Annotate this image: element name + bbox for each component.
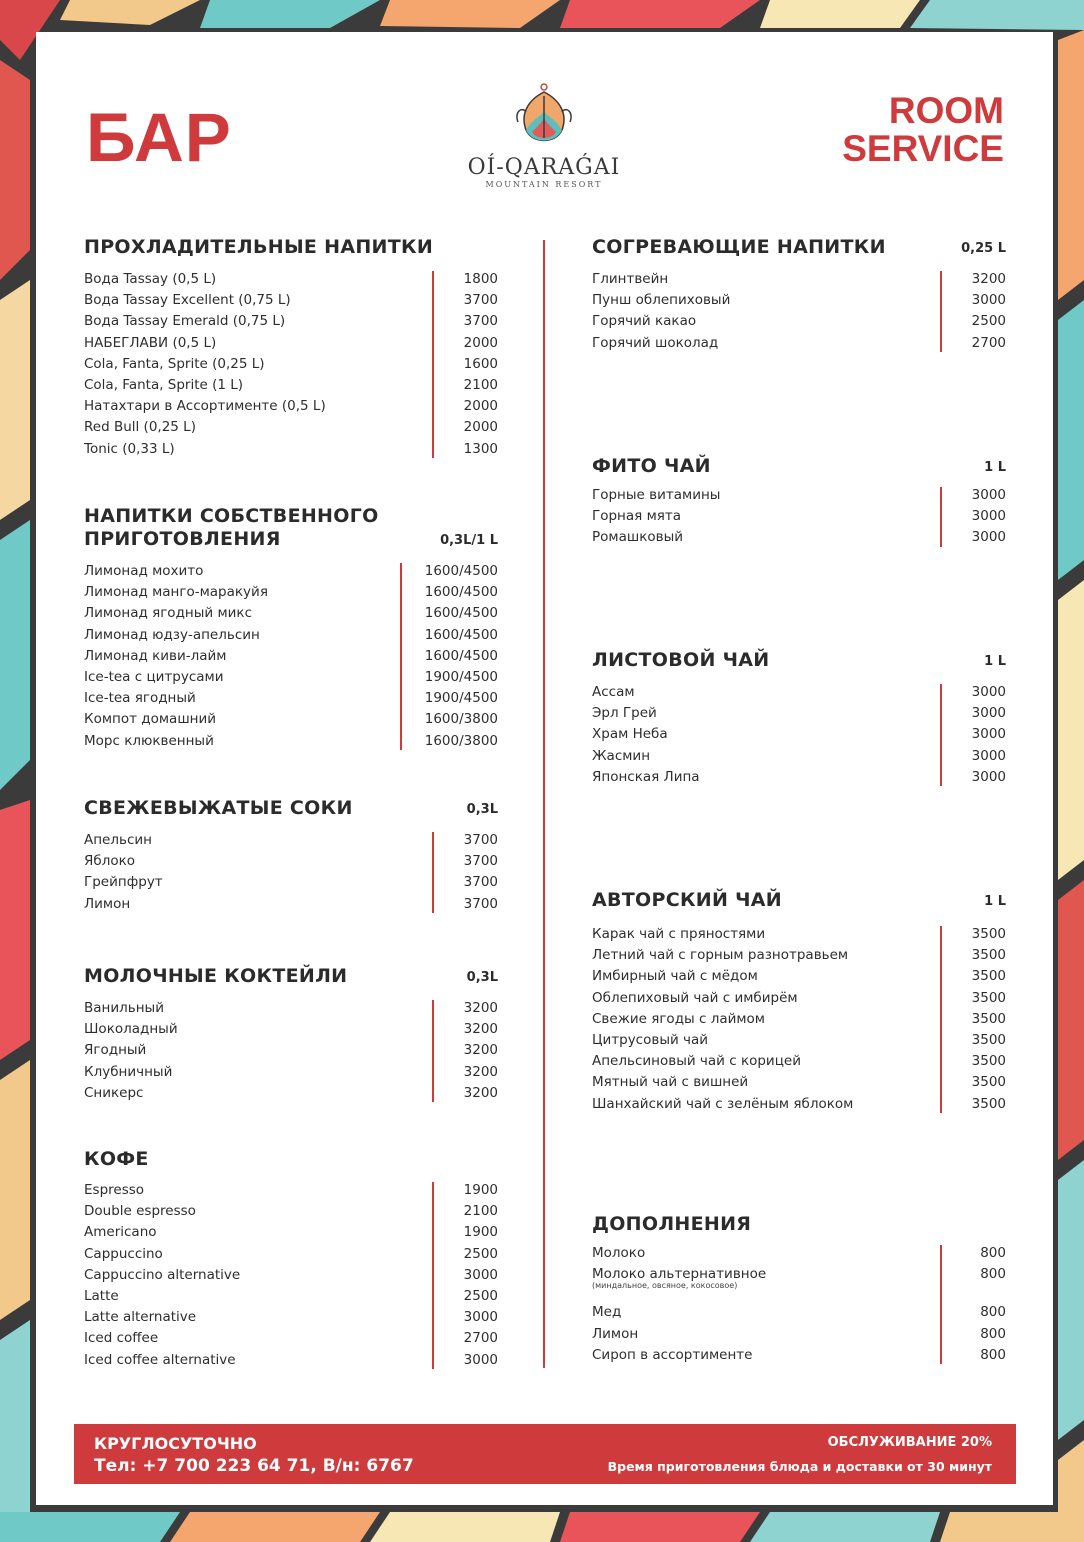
menu-item: Лимонад киви-лайм 1600/4500 (84, 647, 498, 664)
menu-item: Летний чай с горным разнотравьем 3500 (592, 947, 1006, 964)
room-service-line2: SERVICE (842, 128, 1004, 169)
price-divider (432, 832, 434, 913)
menu-item: Молоко 800 (592, 1245, 1006, 1261)
menu-item: Карак чай с пряностями 3500 (592, 926, 1006, 942)
price-divider (432, 271, 434, 458)
section-title: СОГРЕВАЮЩИЕ НАПИТКИ (592, 236, 886, 258)
price-divider (940, 1245, 942, 1364)
menu-item: Храм Неба 3000 (592, 726, 1006, 743)
section-hot-drinks (592, 236, 1006, 354)
section-milkshakes (84, 965, 498, 1104)
menu-item: Cappuccino 2500 (84, 1245, 498, 1262)
section-unit: 0,3L (466, 970, 498, 985)
menu-item: Горячий шоколад 2700 (592, 334, 1006, 351)
menu-item: Лимон 800 (592, 1325, 1006, 1342)
section-title: ФИТО ЧАЙ (592, 455, 711, 477)
menu-item: Японская Липа 3000 (592, 768, 1006, 785)
section-unit: 1 L (984, 894, 1006, 909)
menu-item: Iced coffee 2700 (84, 1330, 498, 1347)
menu-item: Ванильный 3200 (84, 1000, 498, 1016)
menu-item: Latte 2500 (84, 1287, 498, 1304)
menu-item: Americano 1900 (84, 1224, 498, 1241)
footer-delivery-time: Время приготовления блюда и доставки от 30 минут (607, 1459, 992, 1474)
menu-item: Лимонад ягодный микс 1600/4500 (84, 605, 498, 622)
menu-item: Компот домашний 1600/3800 (84, 711, 498, 728)
section-house-drinks (84, 505, 498, 752)
section-extras (592, 1213, 1006, 1366)
menu-item: Горячий какао 2500 (592, 313, 1006, 330)
menu-item: Имбирный чай с мёдом 3500 (592, 968, 1006, 985)
footer-hours: КРУГЛОСУТОЧНО (94, 1434, 257, 1453)
menu-item: Сникерс 3200 (84, 1084, 498, 1101)
footer-banner (74, 1424, 1016, 1484)
menu-item: НАБЕГЛАВИ (0,5 L) 2000 (84, 334, 498, 351)
room-service-line1: ROOM (888, 90, 1004, 131)
menu-item: Ромашковый 3000 (592, 529, 1006, 546)
menu-item: Лимонад манго-маракуйя 1600/4500 (84, 584, 498, 601)
menu-item: Вода Tassay (0,5 L) 1800 (84, 271, 498, 287)
section-title: АВТОРСКИЙ ЧАЙ (592, 889, 782, 911)
menu-item: Red Bull (0,25 L) 2000 (84, 419, 498, 436)
menu-item: Горные витамины 3000 (592, 487, 1006, 503)
menu-item: Ягодный 3200 (84, 1042, 498, 1059)
menu-item: Ice-tea ягодный 1900/4500 (84, 690, 498, 707)
bar-title: БАР (86, 99, 232, 176)
menu-item: Вода Tassay Emerald (0,75 L) 3700 (84, 313, 498, 330)
menu-item-note: (миндальное, овсяное, кокосовое) (592, 1281, 738, 1291)
menu-item: Espresso 1900 (84, 1182, 498, 1198)
menu-item: Яблоко 3700 (84, 853, 498, 870)
menu-item: Молоко альтернативное 800 (592, 1266, 1006, 1283)
section-fresh-juices (84, 797, 498, 915)
menu-item: Горная мята 3000 (592, 508, 1006, 525)
menu-item: Эрл Грей 3000 (592, 705, 1006, 722)
menu-item: Ассам 3000 (592, 684, 1006, 700)
logo-name: OÍ-QARAǴAI (467, 155, 621, 180)
price-divider (940, 684, 942, 786)
menu-item: Cola, Fanta, Sprite (0,25 L) 1600 (84, 355, 498, 372)
section-title: НАПИТКИ СОБСТВЕННОГО ПРИГОТОВЛЕНИЯ (84, 505, 379, 550)
menu-item: Cappuccino alternative 3000 (84, 1266, 498, 1283)
section-herbal-tea (592, 455, 1006, 549)
menu-item: Лимон 3700 (84, 895, 498, 912)
section-unit: 0,3L/1 L (440, 533, 498, 548)
menu-item: Double espresso 2100 (84, 1203, 498, 1220)
section-unit: 1 L (984, 654, 1006, 669)
section-title: ЛИСТОВОЙ ЧАЙ (592, 649, 770, 671)
menu-item: Вода Tassay Excellent (0,75 L) 3700 (84, 292, 498, 309)
price-divider (400, 563, 402, 750)
menu-item: Морс клюквенный 1600/3800 (84, 732, 498, 749)
logo-subtitle: MOUNTAIN RESORT (485, 180, 603, 189)
section-unit: 0,25 L (961, 241, 1006, 256)
menu-item: Жасмин 3000 (592, 747, 1006, 764)
menu-item: Клубничный 3200 (84, 1063, 498, 1080)
column-divider (543, 240, 545, 1368)
mountain-logo-icon (512, 82, 576, 150)
menu-item: Latte alternative 3000 (84, 1309, 498, 1326)
menu-item: Мед 800 (592, 1304, 1006, 1321)
menu-item: Tonic (0,33 L) 1300 (84, 440, 498, 457)
section-signature-tea (592, 889, 1006, 1115)
room-service-title (842, 92, 1004, 168)
menu-item: Лимонад юдзу-апельсин 1600/4500 (84, 626, 498, 643)
menu-item: Лимонад мохито 1600/4500 (84, 563, 498, 579)
menu-item: Пунш облепиховый 3000 (592, 292, 1006, 309)
menu-item: Шоколадный 3200 (84, 1021, 498, 1038)
price-divider (432, 1000, 434, 1102)
section-cold-drinks (84, 236, 498, 460)
price-divider (940, 271, 942, 352)
section-title: МОЛОЧНЫЕ КОКТЕЙЛИ (84, 965, 348, 987)
menu-item: Глинтвейн 3200 (592, 271, 1006, 287)
section-unit: 0,3L (466, 802, 498, 817)
section-coffee (84, 1148, 498, 1371)
price-divider (432, 1182, 434, 1369)
menu-item: Сироп в ассортименте 800 (592, 1346, 1006, 1363)
footer-phone: Тел: +7 700 223 64 71, В/н: 6767 (94, 1456, 414, 1476)
section-title: ДОПОЛНЕНИЯ (592, 1213, 752, 1235)
resort-logo (464, 82, 624, 189)
menu-item: Грейпфрут 3700 (84, 874, 498, 891)
footer-service-charge: ОБСЛУЖИВАНИЕ 20% (827, 1435, 992, 1450)
section-unit: 1 L (984, 460, 1006, 475)
menu-item: Ice-tea с цитрусами 1900/4500 (84, 668, 498, 685)
section-leaf-tea (592, 649, 1006, 788)
menu-item: Iced coffee alternative 3000 (84, 1351, 498, 1368)
menu-item: Cola, Fanta, Sprite (1 L) 2100 (84, 376, 498, 393)
section-title: ПРОХЛАДИТЕЛЬНЫЕ НАПИТКИ (84, 236, 434, 258)
menu-item: Свежие ягоды с лаймом 3500 (592, 1010, 1006, 1027)
section-title: КОФЕ (84, 1148, 149, 1170)
menu-item: Шанхайский чай с зелёным яблоком 3500 (592, 1095, 1006, 1112)
menu-item: Апельсиновый чай с корицей 3500 (592, 1053, 1006, 1070)
section-title: СВЕЖЕВЫЖАТЫЕ СОКИ (84, 797, 353, 819)
menu-item: Мятный чай с вишней 3500 (592, 1074, 1006, 1091)
menu-item: Апельсин 3700 (84, 832, 498, 848)
price-divider (940, 926, 942, 1113)
price-divider (940, 487, 942, 547)
menu-item: Облепиховый чай с имбирём 3500 (592, 989, 1006, 1006)
menu-item: Натахтари в Ассортименте (0,5 L) 2000 (84, 398, 498, 415)
menu-item: Цитрусовый чай 3500 (592, 1031, 1006, 1048)
